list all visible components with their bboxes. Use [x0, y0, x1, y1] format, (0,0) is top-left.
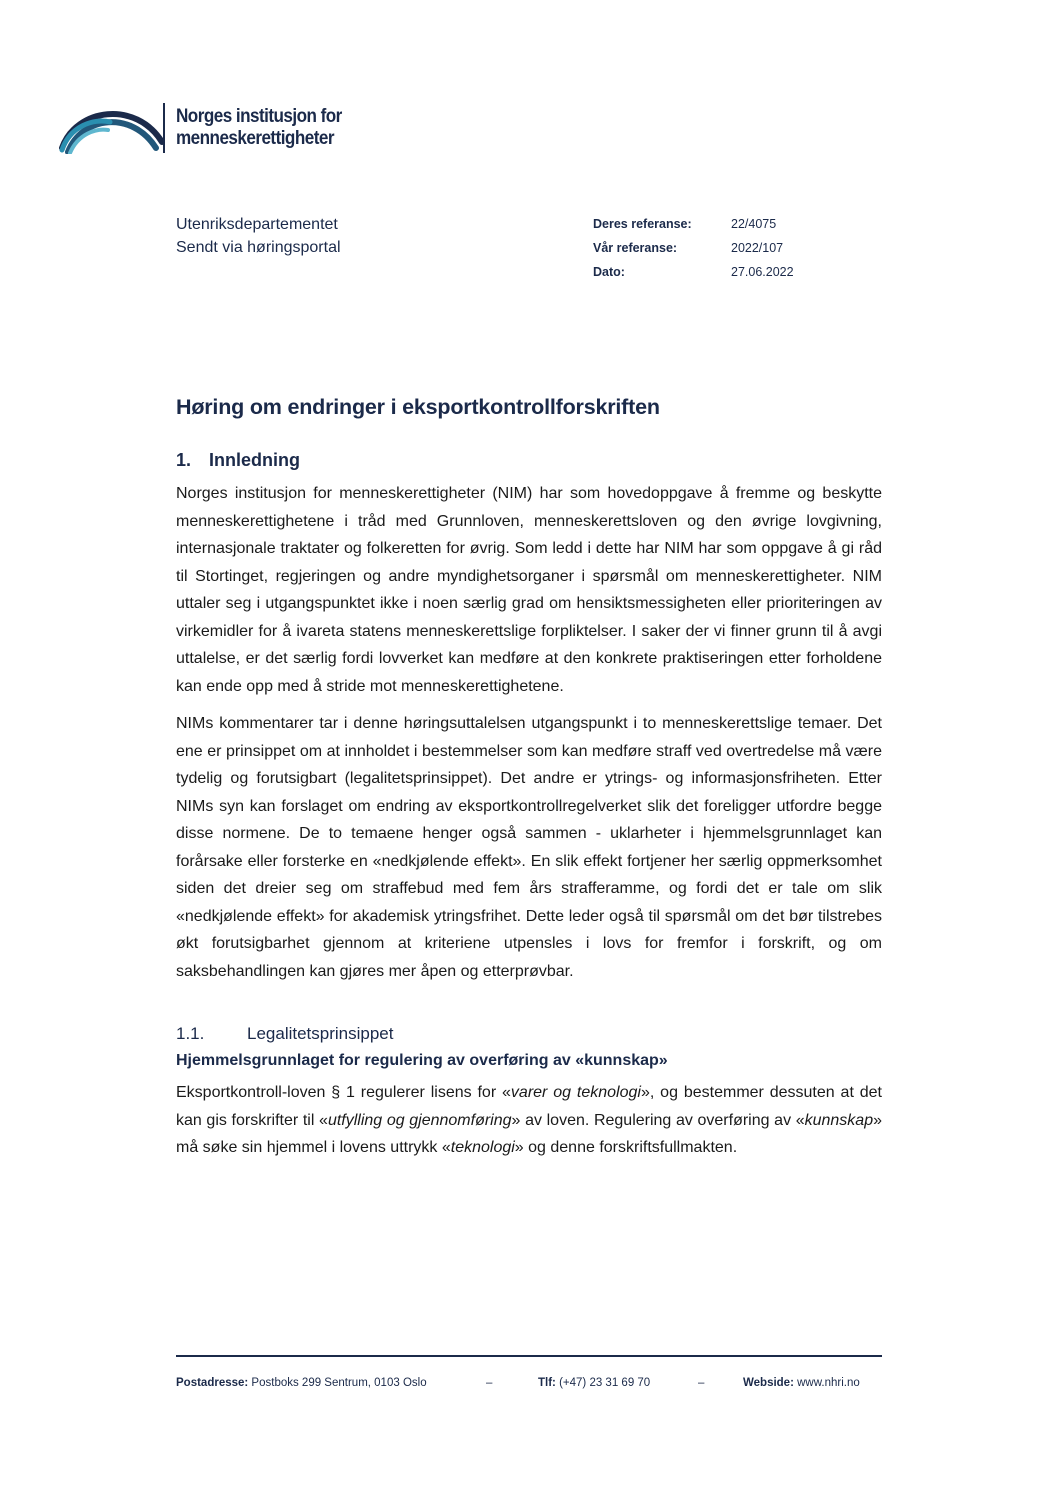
footer-web-value: www.nhri.no: [793, 1377, 860, 1389]
org-name-line2: menneskerettigheter: [176, 128, 334, 149]
section-number: 1.: [176, 450, 192, 470]
section-heading-text: Innledning: [209, 450, 300, 470]
document-title: Høring om endringer i eksportkontrollforskriften: [176, 395, 660, 419]
paragraph: [176, 1079, 882, 1162]
document-body: [176, 450, 882, 1172]
footer-separator: –: [698, 1377, 705, 1389]
footer-divider: [176, 1355, 882, 1357]
reference-row: [593, 260, 794, 284]
paragraph-text: » og denne forskriftsfullmakten.: [514, 1139, 738, 1156]
reference-value: 27.06.2022: [731, 265, 794, 279]
reference-label: Dato:: [593, 265, 625, 279]
recipient-line1: Utenriksdepartementet: [176, 216, 338, 233]
reference-value: 22/4075: [731, 217, 777, 231]
reference-label: Vår referanse:: [593, 241, 678, 255]
paragraph: Norges institusjon for menneskerettigheter (NIM) har som hovedoppgave å fremme og beskytte menneskerettighetene i tråd med Grunnloven, menneskerettsloven og den øvrige lovgivning, internasjonale traktater og folkeretten for øvrig. Som ledd i dette har NIM har som oppgave å gi råd til Stortinget, regjeringen og andre myndighetsorganer i spørsmål om menneskerettigheter. NIM uttaler seg i utgangspunktet ikke i noen særlig grad om hensiktsmessigheten eller prioriteringen av virkemidler for å ivareta statens menneskerettslige forpliktelser. I saker der vi finner grunn til å avgi uttalelse, er det særlig fordi lovverket kan medføre at den konkrete praktiseringen etter forholdene kan ende opp med å stride mot menneskerettighetene.: [176, 485, 882, 695]
subsection-heading: [176, 1024, 882, 1044]
reference-label: Deres referanse:: [593, 217, 692, 231]
footer-web: [743, 1377, 860, 1389]
paragraph-text: Eksportkontroll-loven § 1 regulerer lisens for «: [176, 1084, 511, 1101]
footer-phone-value: (+47) 23 31 69 70: [555, 1377, 651, 1389]
subsection-number: 1.1.: [176, 1024, 205, 1043]
logo-divider: [163, 103, 165, 153]
footer-separator: –: [486, 1377, 493, 1389]
reference-row: [593, 236, 794, 260]
org-name-line1: Norges institusjon for: [176, 106, 342, 127]
paragraph: NIMs kommentarer tar i denne høringsuttalelsen utgangspunkt i to menneskerettslige temaer. Det ene er prinsippet om at innholdet i bestemmelser som kan medføre straff ved overtredelse må være tydelig og forutsigbart (legalitetsprinsippet). Det andre er ytrings- og informasjonsfriheten. Etter NIMs syn kan forslaget om endring av eksportkontrollregelverket slik det foreligger utfordre begge disse normene. De to temaene henger også sammen - uklarheter i hjemmelsgrunnlaget kan forårsake eller forsterke en «nedkjølende effekt». En slik effekt fortjener her særlig oppmerksomhet siden det dreier seg om straffebud med fem års strafferamme, og fordi det er tale om slik «nedkjølende effekt» for akademisk ytringsfrihet. Dette leder også til spørsmål om det bør tilstrebes økt forutsigbarhet gjennom at kriteriene utpensles i lovs for fremfor i forskrift, og om saksbehandlingen kan gjøres mer åpen og etterprøvbar.: [176, 715, 882, 980]
reference-value: 2022/107: [731, 241, 784, 255]
reference-row: [593, 212, 794, 236]
paragraph-italic: kunnskap: [804, 1111, 874, 1129]
paragraph-text: », og bestemmer dessuten at det kan gis forskrifter til «: [176, 1084, 883, 1129]
section-heading: [176, 450, 882, 471]
paragraph-italic: utfylling og gjennomføring: [327, 1111, 512, 1129]
footer-address-value: Postboks 299 Sentrum, 0103 Oslo: [248, 1377, 427, 1389]
paragraph-italic: varer og teknologi: [510, 1084, 641, 1101]
footer-web-label: Webside:: [743, 1377, 794, 1389]
footer-phone-label: Tlf:: [538, 1377, 556, 1389]
paragraph-text: » må søke sin hjemmel i lovens uttrykk «: [176, 1111, 883, 1156]
paragraph-text: » av loven. Regulering av overføring av «: [511, 1111, 805, 1129]
reference-block: [593, 212, 794, 284]
paragraph-italic: teknologi: [450, 1139, 515, 1156]
footer-phone: [538, 1377, 650, 1389]
recipient-block: [176, 213, 341, 259]
footer-address: [176, 1377, 427, 1389]
subsection-heading-text: Legalitetsprinsippet: [247, 1024, 394, 1043]
recipient-line2: Sendt via høringsportal: [176, 239, 341, 256]
footer-address-label: Postadresse:: [176, 1377, 249, 1389]
sub-subheading: Hjemmelsgrunnlaget for regulering av overføring av «kunnskap»: [176, 1052, 668, 1069]
org-name: [176, 106, 342, 150]
arc-logo-icon: [58, 102, 168, 154]
